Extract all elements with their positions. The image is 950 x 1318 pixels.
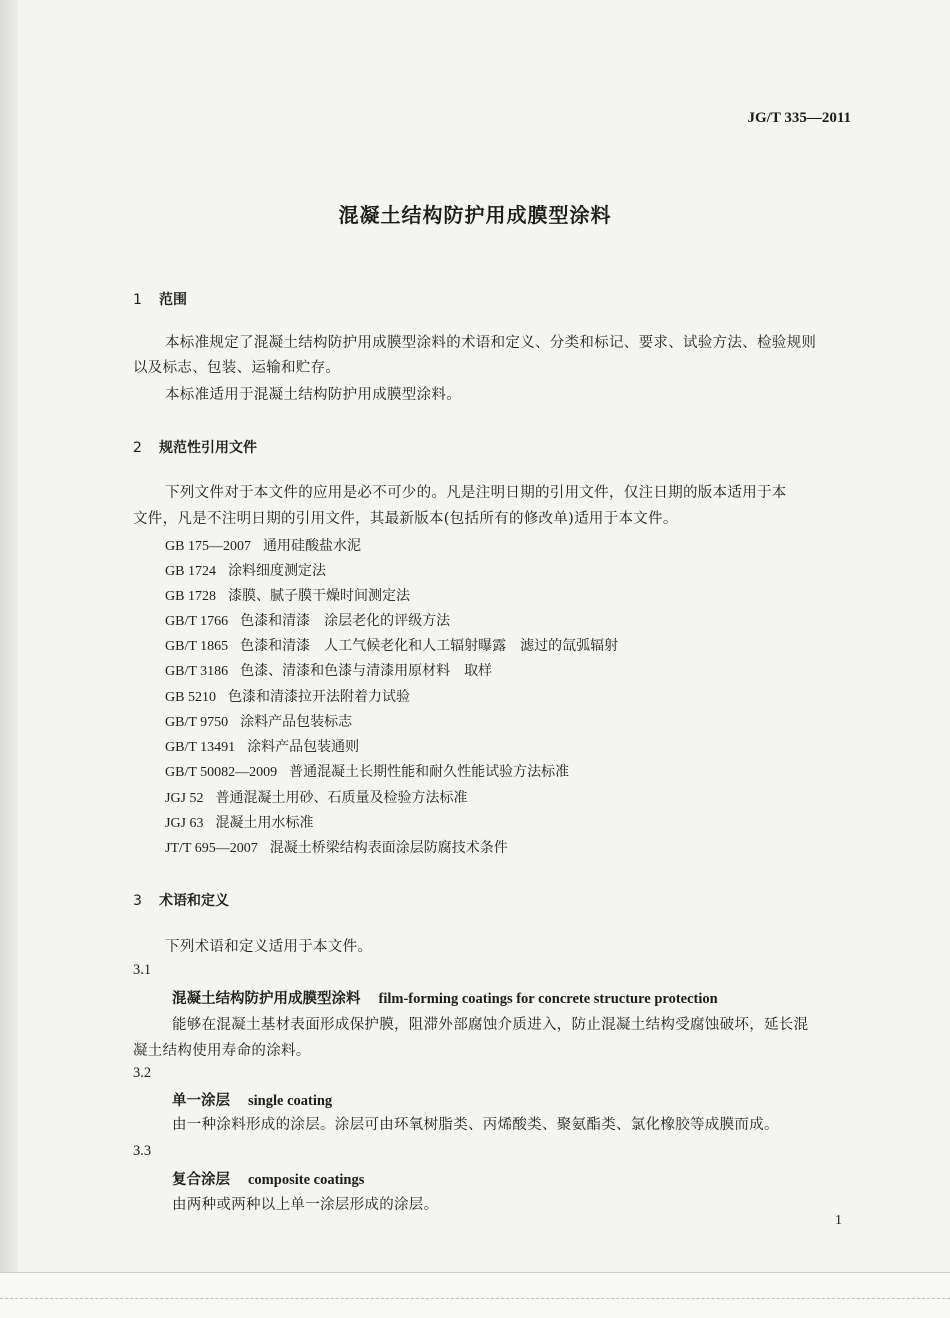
reference-item <box>165 535 361 555</box>
paragraph-line: 下列文件对于本文件的应用是必不可少的。凡是注明日期的引用文件，仅注日期的版本适用于本 <box>165 485 787 501</box>
reference-code: GB/T 1766 <box>165 614 229 629</box>
reference-item <box>165 635 618 655</box>
reference-item <box>165 837 508 857</box>
definition-line: 由一种涂料形成的涂层。涂层可由环氧树脂类、丙烯酸类、聚氨酯类、氯化橡胶等成膜而成。 <box>172 1117 779 1133</box>
paragraph-line: 以及标志、包装、运输和贮存。 <box>133 360 341 376</box>
term-heading <box>172 1168 364 1189</box>
section-title: 范围 <box>159 292 187 308</box>
section-3-heading <box>133 890 229 910</box>
reference-item <box>165 610 450 630</box>
reference-name: 色漆和清漆 人工气候老化和人工辐射曝露 滤过的氙弧辐射 <box>240 638 619 654</box>
reference-name: 普通混凝土长期性能和耐久性能试验方法标准 <box>289 764 570 780</box>
section-intro: 下列术语和定义适用于本文件。 <box>165 939 373 955</box>
document-title: 混凝土结构防护用成膜型涂料 <box>338 203 612 227</box>
section-title: 术语和定义 <box>159 893 229 909</box>
term-cn: 单一涂层 <box>172 1092 230 1109</box>
reference-item <box>165 560 326 580</box>
term-number: 3.2 <box>133 1065 152 1081</box>
reference-name: 色漆、清漆和色漆与清漆用原材料 取样 <box>240 663 493 679</box>
reference-item <box>165 736 359 756</box>
term-number: 3.3 <box>133 1143 152 1159</box>
reference-name: 色漆和清漆拉开法附着力试验 <box>227 689 410 705</box>
definition-line: 凝土结构使用寿命的涂料。 <box>133 1043 311 1059</box>
reference-code: GB/T 1865 <box>165 639 229 654</box>
term-en: composite coatings <box>248 1172 365 1188</box>
reference-code: JT/T 695—2007 <box>165 841 258 856</box>
reference-code: GB/T 50082—2009 <box>165 765 278 780</box>
reference-name: 涂料产品包装标志 <box>240 714 353 730</box>
reference-code: GB 1728 <box>165 589 216 604</box>
scan-left-edge <box>0 0 18 1317</box>
term-heading <box>172 1089 332 1110</box>
reference-item <box>165 686 410 706</box>
reference-item <box>165 585 410 605</box>
section-number: 1 <box>133 292 142 308</box>
reference-name: 普通混凝土用砂、石质量及检验方法标准 <box>215 790 468 806</box>
scan-bottom-margin <box>0 1272 950 1318</box>
reference-code: GB 175—2007 <box>165 539 251 554</box>
reference-name: 色漆和清漆 涂层老化的评级方法 <box>240 613 451 629</box>
section-number: 3 <box>133 893 142 909</box>
page-number: 1 <box>835 1213 842 1228</box>
reference-name: 混凝土用水标准 <box>215 815 314 831</box>
paragraph-line: 文件，凡是不注明日期的引用文件，其最新版本(包括所有的修改单)适用于本文件。 <box>133 511 678 527</box>
term-en: single coating <box>248 1093 333 1109</box>
term-en: film-forming coatings for concrete structure protection <box>378 991 718 1007</box>
reference-code: GB/T 3186 <box>165 664 229 679</box>
term-number: 3.1 <box>133 962 152 978</box>
definition-line: 由两种或两种以上单一涂层形成的涂层。 <box>172 1197 439 1213</box>
reference-name: 通用硅酸盐水泥 <box>262 538 361 554</box>
reference-code: JGJ 52 <box>165 791 204 806</box>
section-2-heading <box>133 437 257 457</box>
paragraph-line: 本标准适用于混凝土结构防护用成膜型涂料。 <box>165 387 461 403</box>
scan-divider <box>0 1298 950 1300</box>
reference-item <box>165 812 314 832</box>
term-cn: 复合涂层 <box>172 1171 230 1188</box>
reference-name: 漆膜、腻子膜干燥时间测定法 <box>227 588 410 604</box>
section-title: 规范性引用文件 <box>159 440 257 456</box>
standard-code: JG/T 335—2011 <box>747 110 851 126</box>
reference-item <box>165 711 352 731</box>
reference-code: GB/T 13491 <box>165 740 236 755</box>
reference-name: 涂料细度测定法 <box>227 563 326 579</box>
term-heading <box>172 987 718 1008</box>
section-number: 2 <box>133 440 142 456</box>
reference-item <box>165 761 569 781</box>
reference-code: GB 1724 <box>165 564 216 579</box>
reference-code: GB/T 9750 <box>165 715 229 730</box>
reference-code: GB 5210 <box>165 690 216 705</box>
term-cn: 混凝土结构防护用成膜型涂料 <box>172 990 361 1007</box>
reference-name: 涂料产品包装通则 <box>247 739 360 755</box>
section-1-heading <box>133 289 187 309</box>
definition-line: 能够在混凝土基材表面形成保护膜，阻滞外部腐蚀介质进入，防止混凝土结构受腐蚀破坏，延长混 <box>172 1017 809 1033</box>
reference-name: 混凝土桥梁结构表面涂层防腐技术条件 <box>269 840 508 856</box>
reference-item <box>165 660 492 680</box>
reference-item <box>165 787 468 807</box>
paragraph-line: 本标准规定了混凝土结构防护用成膜型涂料的术语和定义、分类和标记、要求、试验方法、检验规则 <box>165 335 817 351</box>
reference-code: JGJ 63 <box>165 816 204 831</box>
